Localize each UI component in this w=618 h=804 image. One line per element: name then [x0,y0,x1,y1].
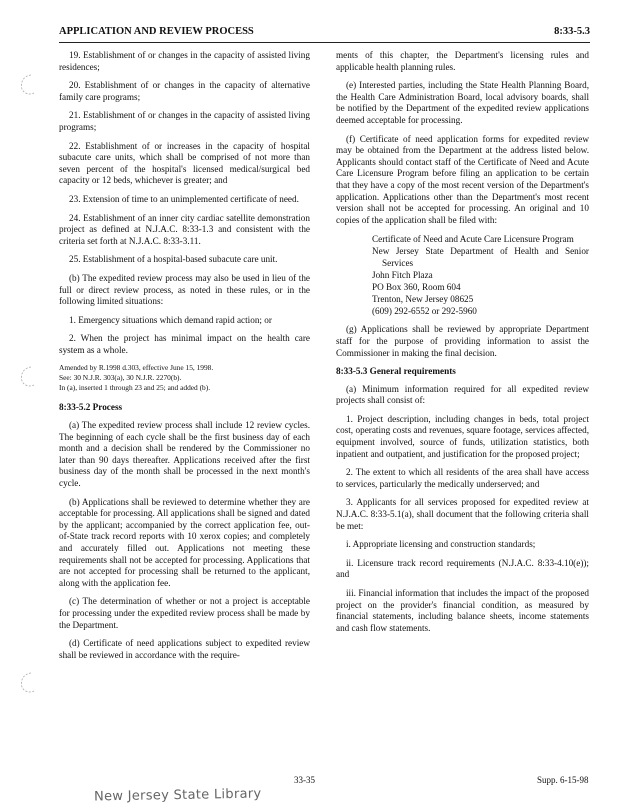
address-line: Certificate of Need and Acute Care Licensure Program [372,234,574,245]
left-column [59,50,310,668]
paragraph: iii. Financial information that includes the impact of the proposed project on the provider's financial condition, as measured by financial statements, including balance sheets, income statements and cash flow statements. [336,588,589,633]
paragraph: 20. Establishment of or changes in the capacity of alternative family care programs; [59,80,310,102]
paragraph: 22. Establishment of or increases in the capacity of hospital subacute care units, which shall be comprised of not more than seven percent of the hospital's licensed medical/surgical bed capacity or 12 beds, whichever is greater; and [59,140,310,186]
library-stamp: New Jersey State Library [93,786,262,804]
punch-hole-mark-bottom [17,671,39,695]
paragraph: 21. Establishment of or changes in the capacity of assisted living programs; [59,110,310,132]
amendment-line: Amended by R.1998 d.303, effective June 15, 1998. [59,363,214,373]
paragraph: 3. Applicants for all services proposed for expedited review at N.J.A.C. 8:33-5.1(a), shall document that the following criteria shall be met: [336,497,589,531]
address-line: (609) 292-6552 or 292-5960 [372,306,477,317]
paragraph: 25. Establishment of a hospital-based subacute care unit. [69,254,278,265]
paragraph: 1. Project description, including changes in beds, total project cost, operating costs and revenues, square footage, services affected, equipment involved, source of funds, utilization statistics, both inpatient and outpatient, and justification for the proposed project; [336,413,589,459]
paragraph: 24. Establishment of an inner city cardiac satellite demonstration project as defined at N.J.A.C. 8:33-1.3 and consistent with the criteria set forth at N.J.A.C. 8:33-3.11. [59,212,310,246]
paragraph: (b) The expedited review process may also be used in lieu of the full or direct review process, as noted in these rules, or in the following limited situations: [59,272,310,307]
paragraph: ments of this chapter, the Department's licensing rules and applicable health planning rules. [336,50,589,72]
right-column [336,50,589,641]
paragraph: (a) The expedited review process shall include 12 review cycles. The beginning of each cycle shall be the first business day of each month and a decision shall be rendered by the Commissioner no later than 90 days thereafter. Applications received after the first business day of the month shall be processed in the next month's cycle. [59,420,310,489]
address-line: PO Box 360, Room 604 [372,282,461,293]
paragraph: (d) Certificate of need applications subject to expedited review shall be reviewed in accordance with the require- [59,638,310,660]
paragraph: 1. Emergency situations which demand rapid action; or [69,314,272,325]
section-heading: 8:33-5.2 Process [59,402,123,413]
paragraph: 2. When the project has minimal impact on the health care system as a whole. [59,333,310,355]
paragraph: (c) The determination of whether or not a project is acceptable for processing under the expedited review process shall be made by the Department. [59,596,310,630]
running-header [59,26,590,43]
paragraph: 23. Extension of time to an unimplemented certificate of need. [69,193,299,204]
page-number: 33-35 [294,775,315,785]
paragraph: (g) Applications shall be reviewed by appropriate Department staff for the purpose of providing information to assist the Commissioner in making the final decision. [336,324,589,358]
paragraph: i. Appropriate licensing and construction standards; [346,539,536,550]
supplement-date: Supp. 6-15-98 [537,775,589,785]
address-line: New Jersey State Department of Health and Senior Services [372,246,589,269]
paragraph: ii. Licensure track record requirements (N.J.A.C. 8:33-4.10(e)); and [336,557,589,580]
amendment-line: In (a), inserted 1 through 23 and 25; and added (b). [59,383,211,393]
address-block [372,233,589,317]
paragraph: (f) Certificate of need application forms for expedited review may be obtained from the Department at the address listed below. Applicants should contact staff of the Certificate of Need and Acute Care Licensure Program before filing an application to be certain that they have a copy of the most recent version of the Department's application. Applications other than the Department's most recent version shall not be accepted for processing. An original and 10 copies of the application shall be filed with: [336,133,589,225]
section-heading: 8:33-5.3 General requirements [336,366,456,377]
paragraph: 2. The extent to which all residents of the area shall have access to services, particularly the medically underserved; and [336,467,589,489]
section-title: APPLICATION AND REVIEW PROCESS [59,26,254,37]
address-line: John Fitch Plaza [372,270,433,281]
section-number: 8:33-5.3 [554,26,590,37]
paragraph: (a) Minimum information required for all expedited review projects shall consist of: [336,383,589,406]
paragraph: (b) Applications shall be reviewed to determine whether they are acceptable for processing. All applications shall be signed and dated by the applicant; accompanied by the correct application fee, out-of-State track record reports with 10 xerox copies; and completely and accurately filled out. Applications not meeting these requirements shall not be accepted for processing. Applications that are not accepted for processing shall be returned to the applicant, along with the application fee. [59,496,310,588]
punch-hole-mark-top [17,73,39,97]
paragraph: (e) Interested parties, including the State Health Planning Board, the Health Care Administration Board, local advisory boards, shall be notified by the Department of the expedited review applications deemed acceptable for processing. [336,80,589,125]
punch-hole-mark-middle [17,365,39,389]
paragraph: 19. Establishment of or changes in the capacity of assisted living residences; [59,50,310,72]
amendment-line: See: 30 N.J.R. 303(a), 30 N.J.R. 2270(b). [59,373,182,383]
amendment-note [59,363,310,392]
address-line: Trenton, New Jersey 08625 [372,294,474,305]
